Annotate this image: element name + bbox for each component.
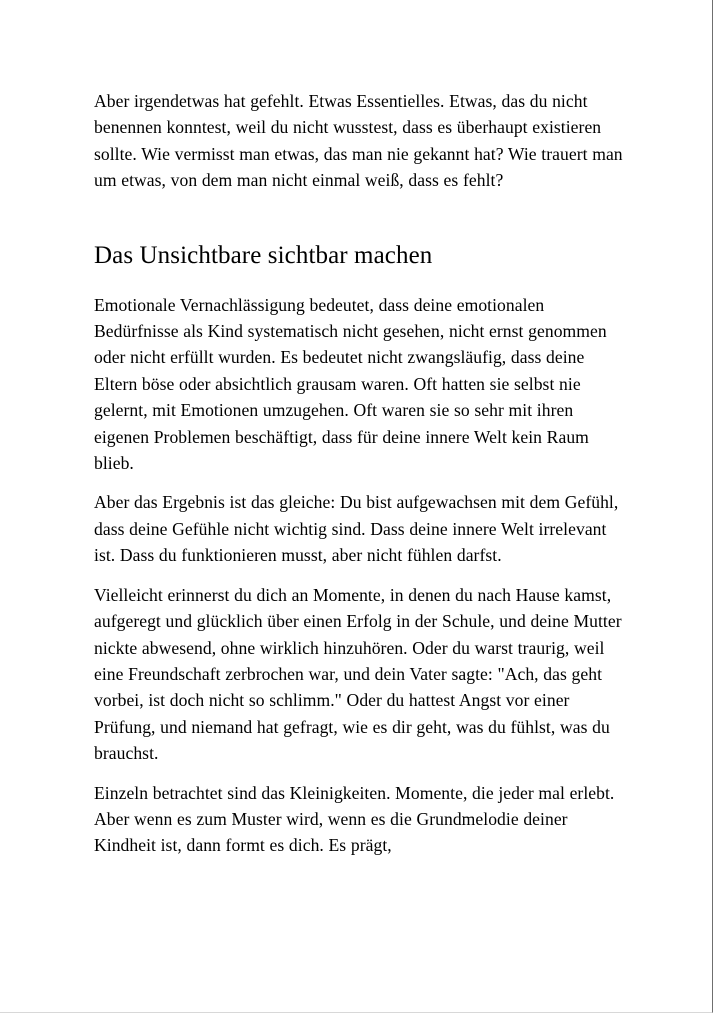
paragraph-memories: Vielleicht erinnerst du dich an Momente, in denen du nach Hause kamst, aufgeregt und glücklich über einen Erfolg in der Schule, und deine Mutter nickte abwesend, ohne wirklich hinzuhören. Oder du warst traurig, weil eine Freundschaft zerbrochen war, und dein Vater sagte: "Ach, das geht vorbei, ist doch nicht so schlimm." Oder du hattest Angst vor einer Prüfung, und niemand hat gefragt, wie es dir geht, was du fühlst, was du brauchst. bbox=[94, 584, 622, 764]
paragraph-pattern: Einzeln betrachtet sind das Kleinigkeiten. Momente, die jeder mal erlebt. Aber wenn es zum Muster wird, wenn es die Grundmelodie deiner Kindheit ist, dann formt es dich. Es prägt, bbox=[94, 782, 615, 856]
paragraph-definition: Emotionale Vernachlässigung bedeutet, dass deine emotionalen Bedürfnisse als Kind systematisch nicht gesehen, nicht ernst genommen oder nicht erfüllt wurden. Es bedeutet nicht zwangsläufig, dass deine Eltern böse oder absichtlich grausam waren. Oft hatten sie selbst nie gelernt, mit Emotionen umzugehen. Oft waren sie so sehr mit ihren eigenen Problemen beschäftigt, dass für deine innere Welt kein Raum blieb. bbox=[94, 294, 607, 474]
intro-paragraph: Aber irgendetwas hat gefehlt. Etwas Essentielles. Etwas, das du nicht benennen konntest, weil du nicht wusstest, dass es überhaupt existieren sollte. Wie vermisst man etwas, das man nie gekannt hat? Wie trauert man um etwas, von dem man nicht einmal weiß, dass es fehlt? bbox=[94, 91, 623, 191]
page-text-column bbox=[94, 88, 627, 872]
paragraph-result: Aber das Ergebnis ist das gleiche: Du bist aufgewachsen mit dem Gefühl, dass deine Gefühle nicht wichtig sind. Dass deine innere Welt irrelevant ist. Dass du funktionieren musst, aber nicht fühlen darfst. bbox=[94, 492, 619, 566]
paragraph-spacer bbox=[94, 207, 627, 216]
section-heading: Das Unsichtbare sichtbar machen bbox=[94, 241, 433, 269]
